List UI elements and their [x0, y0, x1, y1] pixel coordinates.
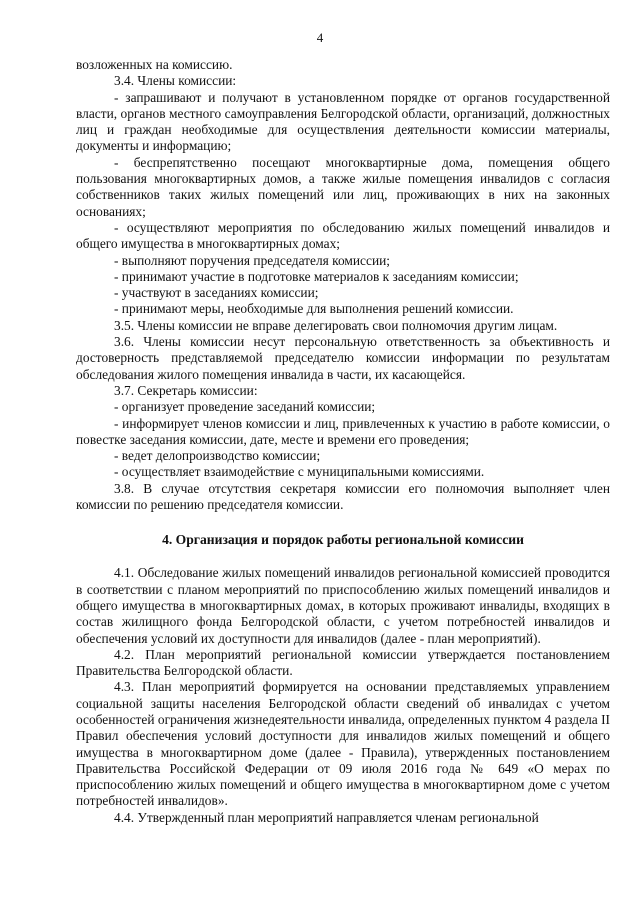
paragraph: возложенных на комиссию. — [76, 57, 233, 72]
paragraph: 3.8. В случае отсутствия секретаря комиссии его полномочия выполняет член комиссии по решению председателя комиссии. — [76, 480, 610, 513]
section-heading: 4. Организация и порядок работы региональной комиссии — [162, 532, 524, 548]
paragraph: - участвуют в заседаниях комиссии; — [114, 285, 319, 301]
paragraph: - осуществляет взаимодействие с муниципальными комиссиями. — [114, 464, 485, 480]
paragraph: - беспрепятственно посещают многоквартирные дома, помещения общего пользования многоквартирных домов, а также жилые помещения инвалидов с согласия собственников таких жилых помещений или лиц, проживающих в них на законных основаниях; — [76, 154, 610, 219]
paragraph: 3.7. Секретарь комиссии: — [114, 382, 258, 398]
paragraph: - принимают меры, необходимые для выполнения решений комиссии. — [114, 301, 514, 317]
paragraph: - выполняют поручения председателя комиссии; — [114, 252, 390, 268]
paragraph: - организует проведение заседаний комиссии; — [114, 399, 376, 415]
section-3-continuation — [76, 57, 610, 513]
paragraph: 4.4. Утвержденный план мероприятий направляется членам региональной — [114, 809, 539, 825]
paragraph: 4.3. План мероприятий формируется на основании представляемых управлением социальной защиты населения Белгородской области сведений об инвалидах с учетом особенностей ограничения жизнедеятельности инвалида, определенных пунктом 4 раздела II Правил обеспечения условий доступности для инвалидов жилых помещений и общего имущества в многоквартирном доме (далее - Правила), утвержденных постановлением Правительства Российской Федерации от 09 июля 2016 года № 649 «О мерах по приспособлению жилых помещений и общего имущества в многоквартирном доме с учетом потребностей инвалидов». — [76, 679, 610, 809]
paragraph: - осуществляют мероприятия по обследованию жилых помещений инвалидов и общего имущества в многоквартирных домах; — [76, 219, 610, 252]
paragraph: 4.2. План мероприятий региональной комиссии утверждается постановлением Правительства Белгородской области. — [76, 646, 610, 679]
document-body — [76, 57, 610, 826]
paragraph: 4.1. Обследование жилых помещений инвалидов региональной комиссией проводится в соответствии с планом мероприятий по приспособлению жилых помещений инвалидов и общего имущества в многоквартирных домах, в которых проживают инвалиды, входящих в состав жилищного фонда Белгородской области, с учетом потребностей инвалидов и обеспечения условий их доступности для инвалидов (далее - план мероприятий). — [76, 565, 610, 646]
paragraph: - принимают участие в подготовке материалов к заседаниям комиссии; — [114, 268, 519, 284]
paragraph: - запрашивают и получают в установленном порядке от органов государственной власти, органов местного самоуправления Белгородской области, организаций, должностных лиц и граждан необходимые для осуществления деятельности комиссии материалы, документы и информацию; — [76, 89, 610, 154]
section-4-body — [76, 565, 610, 826]
paragraph: 3.4. Члены комиссии: — [114, 73, 237, 89]
paragraph: 3.6. Члены комиссии несут персональную ответственность за объективность и достоверность представляемой председателю комиссии информации по результатам обследования жилого помещения инвалида в части, их касающейся. — [76, 334, 610, 382]
paragraph: 3.5. Члены комиссии не вправе делегировать свои полномочия другим лицам. — [114, 317, 558, 333]
paragraph: - ведет делопроизводство комиссии; — [114, 448, 321, 464]
paragraph: - информирует членов комиссии и лиц, привлеченных к участию в работе комиссии, о повестке заседания комиссии, дате, месте и времени его проведения; — [76, 415, 610, 447]
page-number: 4 — [316, 30, 324, 45]
